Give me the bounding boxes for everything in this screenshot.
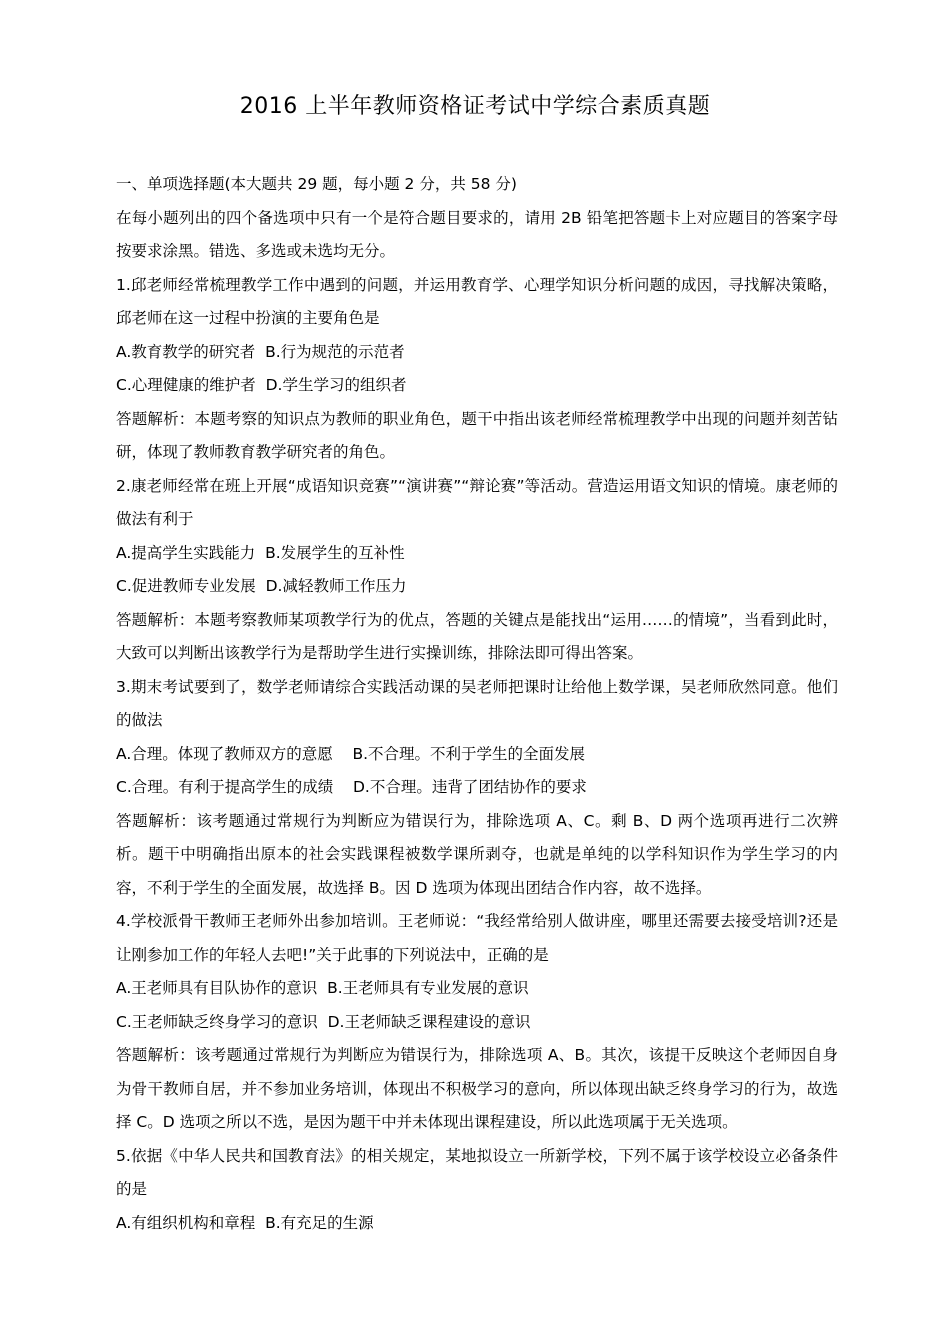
document-title: 2016 上半年教师资格证考试中学综合素质真题 xyxy=(239,94,711,119)
section-heading: 一、单项选择题(本大题共 29 题，每小题 2 分，共 58 分) xyxy=(116,175,517,193)
question-1 xyxy=(116,269,838,470)
question-options: C.心理健康的维护者 D.学生学习的组织者 xyxy=(116,376,407,394)
question-4 xyxy=(116,905,838,1140)
question-stem: 1.邱老师经常梳理教学工作中遇到的问题，并运用教育学、心理学知识分析问题的成因，寻找解决策略，邱老师在这一过程中扮演的主要角色是 xyxy=(116,275,838,327)
answer-analysis: 答题解析：该考题通过常规行为判断应为错误行为，排除选项 A、C。剩 B、D 两个选项再进行二次辨析。题干中明确指出原本的社会实践课程被数学课所剥夺，也就是单纯的以学科知识作为学生学习的内容，不利于学生的全面发展，故选择 B。因 D 选项为体现出团结合作内容，故不选择。 xyxy=(116,811,838,897)
question-stem: 4.学校派骨干教师王老师外出参加培训。王老师说：“我经常给别人做讲座，哪里还需要去接受培训?还是让刚参加工作的年轻人去吧!”关于此事的下列说法中，正确的是 xyxy=(116,912,838,964)
question-options: C.促进教师专业发展 D.减轻教师工作压力 xyxy=(116,577,407,595)
question-5 xyxy=(116,1140,838,1241)
question-options: C.王老师缺乏终身学习的意识 D.王老师缺乏课程建设的意识 xyxy=(116,1012,531,1031)
question-2 xyxy=(116,470,838,671)
question-stem: 5.依据《中华人民共和国教育法》的相关规定，某地拟设立一所新学校，下列不属于该学校设立必备条件的是 xyxy=(116,1146,838,1198)
answer-analysis: 答题解析：本题考察的知识点为教师的职业角色，题干中指出该老师经常梳理教学中出现的问题并刻苦钻研，体现了教师教育教学研究者的角色。 xyxy=(116,409,838,461)
answer-analysis: 答题解析：本题考察教师某项教学行为的优点，答题的关键点是能找出“运用……的情境”，当看到此时，大致可以判断出该教学行为是帮助学生进行实操训练，排除法即可得出答案。 xyxy=(116,610,838,662)
question-options: C.合理。有利于提高学生的成绩 D.不合理。违背了团结协作的要求 xyxy=(116,778,587,796)
exam-body xyxy=(116,168,838,1240)
question-options: A.提高学生实践能力 B.发展学生的互补性 xyxy=(116,543,405,562)
question-stem: 3.期末考试要到了，数学老师请综合实践活动课的吴老师把课时让给他上数学课，吴老师欣然同意。他们的做法 xyxy=(116,677,838,729)
answer-analysis: 答题解析：该考题通过常规行为判断应为错误行为，排除选项 A、B。其次，该提干反映这个老师因自身为骨干教师自居，并不参加业务培训，体现出不积极学习的意向，所以体现出缺乏终身学习的行为，故选择 C。D 选项之所以不选，是因为题干中并未体现出课程建设，所以此选项属于无关选项。 xyxy=(116,1046,838,1131)
question-3 xyxy=(116,671,838,906)
question-stem: 2.康老师经常在班上开展“成语知识竞赛”“演讲赛”“辩论赛”等活动。营造运用语文知识的情境。康老师的做法有利于 xyxy=(116,476,838,528)
instructions-text: 在每小题列出的四个备选项中只有一个是符合题目要求的，请用 2B 铅笔把答题卡上对应题目的答案字母按要求涂黑。错选、多选或未选均无分。 xyxy=(116,208,838,260)
question-options: A.王老师具有目队协作的意识 B.王老师具有专业发展的意识 xyxy=(116,979,529,997)
question-options: A.有组织机构和章程 B.有充足的生源 xyxy=(116,1213,374,1232)
question-options: A.教育教学的研究者 B.行为规范的示范者 xyxy=(116,342,405,361)
question-options: A.合理。体现了教师双方的意愿 B.不合理。不利于学生的全面发展 xyxy=(116,744,586,763)
